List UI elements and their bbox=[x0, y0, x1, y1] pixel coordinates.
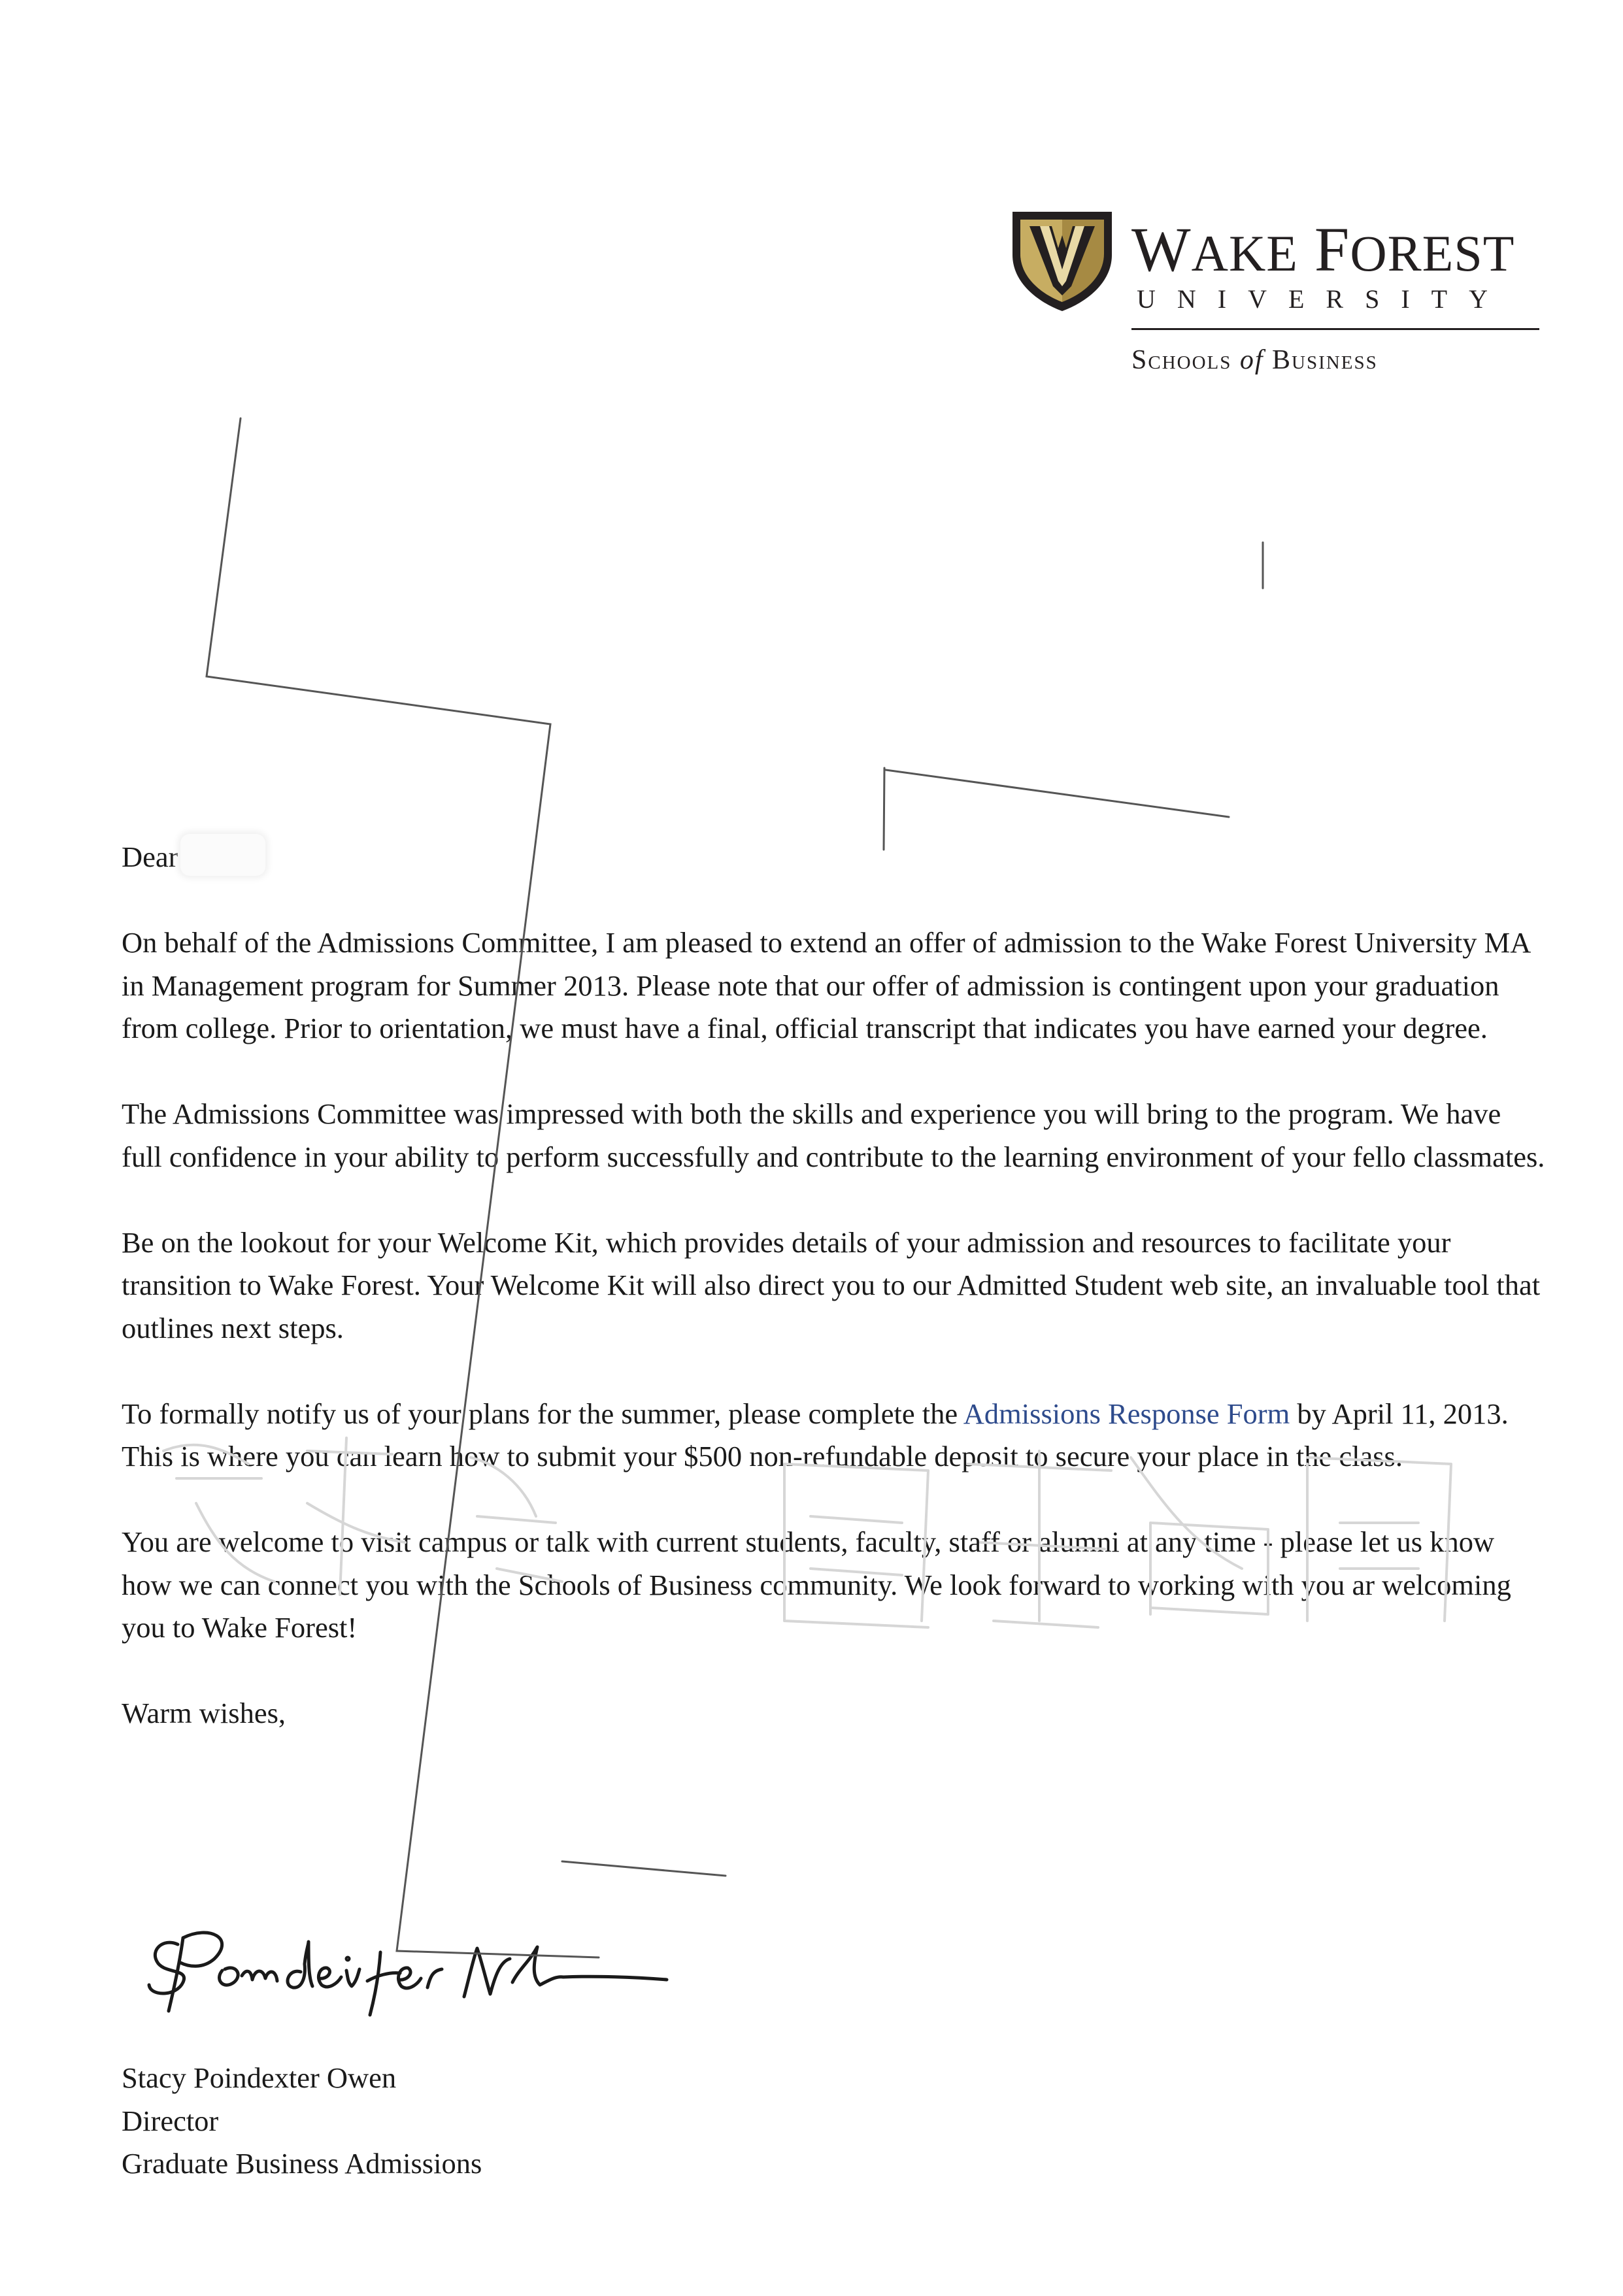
paragraph-welcome-kit: Be on the lookout for your Welcome Kit, which provides details of your admission and resources to facilitate your transition to Wake Forest. Your Welcome Kit will also direct you to our Admitted Student web site, an invaluable tool that outlines next steps. bbox=[122, 1225, 1541, 1344]
logo-schools-of-business bbox=[1131, 346, 1378, 374]
redacted-name bbox=[180, 834, 265, 876]
signer-name: Stacy Poindexter Owen bbox=[122, 2061, 397, 2094]
paragraph-visit: You are welcome to visit campus or talk with current students, faculty, staff or alumni at any time - please let us know how we can connect you with the Schools of Business community. We look forward to working with you ar welcoming you to Wake Forest! bbox=[122, 1525, 1511, 1644]
logo-wordmark bbox=[1131, 214, 1515, 284]
response-text-after: by April 11, 2013. This is where you can learn how to submit your $500 non-refundable deposit to secure your place in the class. bbox=[122, 1397, 1509, 1472]
wordmark-f: F bbox=[1314, 214, 1350, 284]
response-text-before: To formally notify us of your plans for the summer, please complete the bbox=[122, 1397, 963, 1430]
logo-divider bbox=[1131, 328, 1539, 330]
paragraph-offer: On behalf of the Admissions Committee, I am pleased to extend an offer of admission to the Wake Forest University MA in Management program for Summer 2013. Please note that our offer of admission is contingent upon your graduation from college. Prior to orientation, we must have a final, official transcript that indicates you have earned your degree. bbox=[122, 926, 1530, 1044]
paragraph-committee: The Admissions Committee was impressed with both the skills and experience you will bring to the program. We have full confidence in your ability to perform successfully and contribute to the learning environment of your fello classmates. bbox=[122, 1097, 1545, 1173]
salutation bbox=[122, 834, 1547, 879]
wake-forest-logo bbox=[1010, 209, 1546, 399]
schools-pre: Schools bbox=[1131, 345, 1240, 375]
paragraph-response bbox=[122, 1393, 1547, 1478]
signature-image bbox=[137, 1899, 712, 2029]
schools-of: of bbox=[1239, 345, 1264, 375]
wordmark-orest: OREST bbox=[1350, 225, 1515, 282]
wordmark-ake: AKE bbox=[1191, 225, 1298, 282]
salutation-text: Dear bbox=[122, 840, 178, 873]
closing: Warm wishes, bbox=[122, 1697, 286, 1729]
signer-department: Graduate Business Admissions bbox=[122, 2147, 482, 2180]
wordmark-w: W bbox=[1131, 214, 1192, 284]
signer-title: Director bbox=[122, 2104, 219, 2137]
schools-post: Business bbox=[1263, 345, 1378, 375]
admissions-response-form-link[interactable]: Admissions Response Form bbox=[963, 1397, 1290, 1430]
letter-body bbox=[122, 834, 1547, 1735]
shield-icon bbox=[1010, 209, 1114, 314]
signoff-block bbox=[122, 2057, 906, 2186]
logo-university: UNIVERSITY bbox=[1137, 284, 1509, 314]
